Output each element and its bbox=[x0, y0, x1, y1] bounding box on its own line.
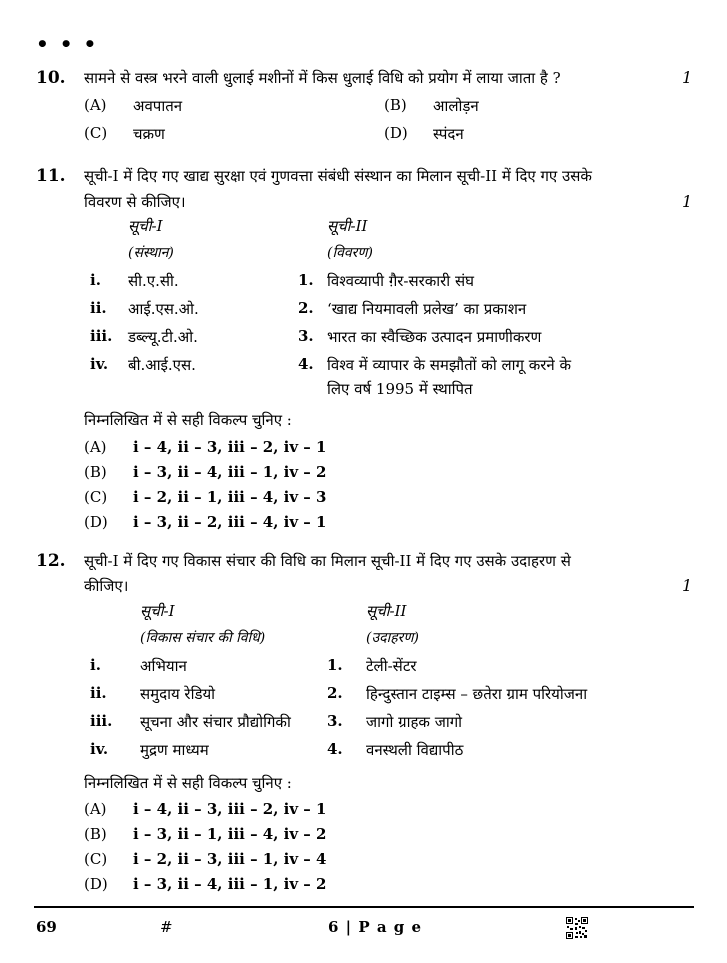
q12-row-2-number: 2. bbox=[327, 684, 343, 702]
q12-row-1-right: टेली-सेंटर bbox=[366, 657, 417, 675]
q12-answer-a-label: (A) bbox=[84, 800, 107, 818]
q10-option-c-text: चक्रण bbox=[133, 125, 165, 143]
question-10-marks: 1 bbox=[682, 68, 693, 87]
q12-answer-d-label: (D) bbox=[84, 875, 108, 893]
q12-row-ii-label: ii. bbox=[90, 684, 107, 702]
q11-row-iv-label: iv. bbox=[90, 355, 109, 373]
q12-row-1-number: 1. bbox=[327, 656, 343, 674]
question-11-number: 11. bbox=[36, 166, 66, 186]
q10-option-c-label: (C) bbox=[84, 124, 108, 142]
q11-row-iv-left: बी.आई.एस. bbox=[128, 356, 196, 374]
q11-answer-a-label: (A) bbox=[84, 438, 107, 456]
footer-page-number: 6 | P a g e bbox=[328, 918, 423, 936]
q12-row-4-number: 4. bbox=[327, 740, 343, 758]
q10-option-a-text: अवपातन bbox=[133, 97, 183, 115]
q10-option-d-label: (D) bbox=[384, 124, 408, 142]
q11-row-4-number: 4. bbox=[298, 355, 314, 373]
q11-answer-d-text: i – 3, ii – 2, iii – 4, iv – 1 bbox=[133, 513, 327, 531]
footer-hash: # bbox=[160, 918, 173, 936]
question-12-marks: 1 bbox=[682, 576, 693, 595]
question-12-text-line-1: सूची-I में दिए गए विकास संचार की विधि का मिलान सूची-II में दिए गए उसके उदाहरण से bbox=[84, 552, 571, 570]
q11-row-1-number: 1. bbox=[298, 271, 314, 289]
q12-row-4-right: वनस्थली विद्यापीठ bbox=[366, 741, 464, 759]
q10-option-b-text: आलोड़न bbox=[433, 97, 479, 115]
q12-answer-b-text: i – 3, ii – 1, iii – 4, iv – 2 bbox=[133, 825, 327, 843]
question-12-text-line-2: कीजिए। bbox=[84, 577, 129, 595]
q10-option-a-label: (A) bbox=[84, 96, 107, 114]
q12-answer-b-label: (B) bbox=[84, 825, 107, 843]
q11-row-3-right: भारत का स्वैच्छिक उत्पादन प्रमाणीकरण bbox=[327, 328, 542, 346]
q11-row-2-right: ‘खाद्य नियमावली प्रलेख’ का प्रकाशन bbox=[327, 300, 527, 318]
q12-answer-c-text: i – 2, ii – 3, iii – 1, iv – 4 bbox=[133, 850, 327, 868]
q12-row-i-label: i. bbox=[90, 656, 101, 674]
q11-answer-b-label: (B) bbox=[84, 463, 107, 481]
q12-list-2-subheading: (उदाहरण) bbox=[366, 630, 419, 646]
qr-code-icon bbox=[566, 917, 588, 939]
q11-answer-c-label: (C) bbox=[84, 488, 108, 506]
q10-option-d-text: स्पंदन bbox=[433, 125, 464, 143]
q11-list-1-subheading: (संस्थान) bbox=[128, 245, 174, 261]
footer-rule bbox=[34, 906, 694, 908]
footer-code: 69 bbox=[36, 918, 57, 936]
q11-answer-d-label: (D) bbox=[84, 513, 108, 531]
q12-answer-c-label: (C) bbox=[84, 850, 108, 868]
q11-row-4-right-line-2: लिए वर्ष 1995 में स्थापित bbox=[327, 380, 473, 398]
question-12-number: 12. bbox=[36, 551, 66, 571]
q12-row-iv-left: मुद्रण माध्यम bbox=[140, 741, 209, 759]
q12-answer-a-text: i – 4, ii – 3, iii – 2, iv – 1 bbox=[133, 800, 327, 818]
q12-row-3-right: जागो ग्राहक जागो bbox=[366, 713, 463, 731]
q11-list-2-heading: सूची-II bbox=[327, 217, 368, 235]
q12-row-i-left: अभियान bbox=[140, 657, 187, 675]
q12-row-iii-left: सूचना और संचार प्रौद्योगिकी bbox=[140, 713, 291, 731]
q11-row-ii-left: आई.एस.ओ. bbox=[128, 300, 199, 318]
q12-row-3-number: 3. bbox=[327, 712, 343, 730]
q12-row-iv-label: iv. bbox=[90, 740, 109, 758]
q11-instruction: निम्नलिखित में से सही विकल्प चुनिए : bbox=[84, 411, 292, 429]
q10-option-b-label: (B) bbox=[384, 96, 407, 114]
q12-row-iii-label: iii. bbox=[90, 712, 113, 730]
q11-row-iii-left: डब्ल्यू.टी.ओ. bbox=[128, 328, 198, 346]
q11-row-i-label: i. bbox=[90, 271, 101, 289]
question-11-text-line-2: विवरण से कीजिए। bbox=[84, 193, 186, 211]
q11-row-ii-label: ii. bbox=[90, 299, 107, 317]
q11-row-4-right-line-1: विश्व में व्यापार के समझौतों को लागू करने के bbox=[327, 356, 572, 374]
q12-row-2-right: हिन्दुस्तान टाइम्स – छतेरा ग्राम परियोजना bbox=[366, 685, 588, 703]
q11-answer-b-text: i – 3, ii – 4, iii – 1, iv – 2 bbox=[133, 463, 327, 481]
q11-answer-c-text: i – 2, ii – 1, iii – 4, iv – 3 bbox=[133, 488, 327, 506]
q11-row-2-number: 2. bbox=[298, 299, 314, 317]
q12-list-2-heading: सूची-II bbox=[366, 602, 407, 620]
q11-row-i-left: सी.ए.सी. bbox=[128, 272, 179, 290]
q12-row-ii-left: समुदाय रेडियो bbox=[140, 685, 216, 703]
q12-list-1-subheading: (विकास संचार की विधि) bbox=[140, 630, 266, 646]
q11-row-3-number: 3. bbox=[298, 327, 314, 345]
q11-row-1-right: विश्वव्यापी ग़ैर-सरकारी संघ bbox=[327, 272, 474, 290]
top-dots: • • • bbox=[36, 32, 99, 56]
q11-row-iii-label: iii. bbox=[90, 327, 113, 345]
question-10-text: सामने से वस्त्र भरने वाली धुलाई मशीनों में किस धुलाई विधि को प्रयोग में लाया जाता है ? bbox=[84, 69, 561, 87]
q11-list-2-subheading: (विवरण) bbox=[327, 245, 373, 261]
q12-list-1-heading: सूची-I bbox=[140, 602, 175, 620]
question-11-marks: 1 bbox=[682, 192, 693, 211]
q12-instruction: निम्नलिखित में से सही विकल्प चुनिए : bbox=[84, 774, 292, 792]
q12-answer-d-text: i – 3, ii – 4, iii – 1, iv – 2 bbox=[133, 875, 327, 893]
question-11-text-line-1: सूची-I में दिए गए खाद्य सुरक्षा एवं गुणवत्ता संबंधी संस्थान का मिलान सूची-II में दिए गए उसके bbox=[84, 167, 592, 185]
q11-list-1-heading: सूची-I bbox=[128, 217, 163, 235]
question-10-number: 10. bbox=[36, 68, 66, 88]
q11-answer-a-text: i – 4, ii – 3, iii – 2, iv – 1 bbox=[133, 438, 327, 456]
